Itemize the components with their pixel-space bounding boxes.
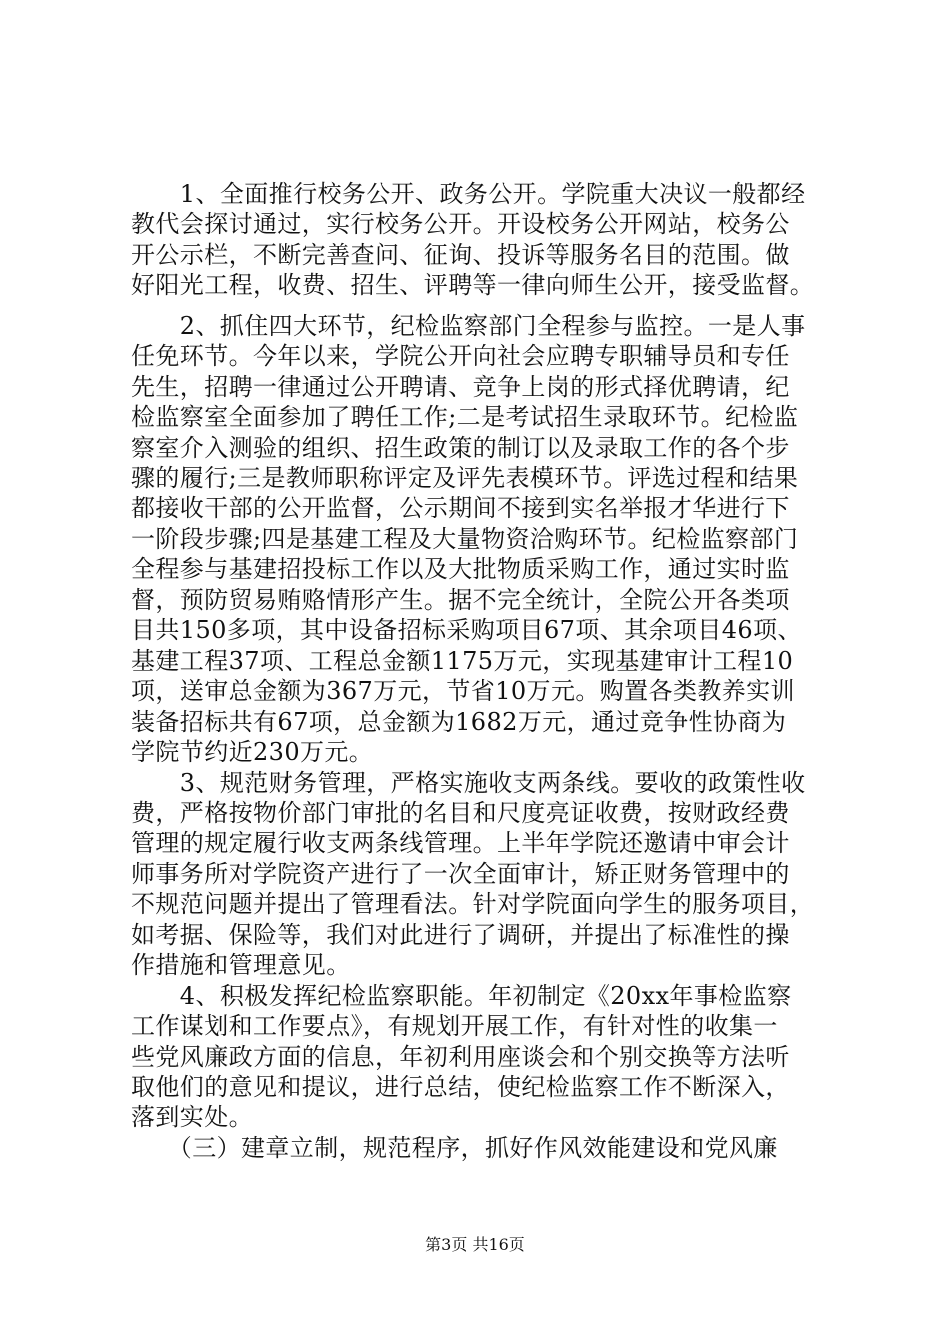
text-line: 费，严格按物价部门审批的名目和尺度亮证收费，按财政经费: [131, 799, 790, 827]
text-line: 开公示栏，不断完善查问、征询、投诉等服务名目的范围。做: [131, 241, 790, 269]
text-line: 先生，招聘一律通过公开聘请、竞争上岗的形式择优聘请，纪: [131, 373, 790, 401]
text-line: 任免环节。今年以来，学院公开向社会应聘专职辅导员和专任: [131, 342, 790, 370]
text-line: 都接收干部的公开监督，公示期间不接到实名举报才华进行下: [131, 494, 790, 522]
text-line: 项，送审总金额为367万元，节省10万元。购置各类教养实训: [131, 677, 795, 705]
text-line: 管理的规定履行收支两条线管理。上半年学院还邀请中审会计: [131, 829, 790, 857]
text-line: 落到实处。: [131, 1103, 253, 1131]
text-line: 基建工程37项、工程总金额1175万元，实现基建审计工程10: [131, 647, 794, 675]
text-line: 教代会探讨通过，实行校务公开。开设校务公开网站，校务公: [131, 210, 790, 238]
text-line: 检监察室全面参加了聘任工作;二是考试招生录取环节。纪检监: [131, 403, 799, 431]
text-line: 一阶段步骤;四是基建工程及大量物资洽购环节。纪检监察部门: [131, 525, 799, 553]
text-line: 工作谋划和工作要点》，有规划开展工作，有针对性的收集一: [131, 1012, 778, 1040]
text-line: 如考据、保险等，我们对此进行了调研，并提出了标准性的操: [131, 921, 790, 949]
text-line: 督，预防贸易贿赂情形产生。据不完全统计，全院公开各类项: [131, 586, 790, 614]
text-line: 目共150多项，其中设备招标采购项目67项、其余项目46项、: [131, 616, 802, 644]
text-line: 察室介入测验的组织、招生政策的制订以及录取工作的各个步: [131, 434, 790, 462]
text-line: 学院节约近230万元。: [131, 738, 374, 766]
text-line: （三）建章立制，规范程序，抓好作风效能建设和党风廉: [131, 1134, 778, 1162]
text-line: 师事务所对学院资产进行了一次全面审计，矫正财务管理中的: [131, 860, 790, 888]
text-line: 好阳光工程，收费、招生、评聘等一律向师生公开，接受监督。: [131, 271, 815, 299]
text-line: 全程参与基建招投标工作以及大批物质采购工作，通过实时监: [131, 555, 790, 583]
text-line: 1、全面推行校务公开、政务公开。学院重大决议一般都经: [131, 180, 806, 208]
text-line: 装备招标共有67项，总金额为1682万元，通过竞争性协商为: [131, 708, 787, 736]
text-line: 取他们的意见和提议，进行总结，使纪检监察工作不断深入，: [131, 1073, 790, 1101]
text-line: 作措施和管理意见。: [131, 951, 351, 979]
text-line: 2、抓住四大环节，纪检监察部门全程参与监控。一是人事: [131, 312, 806, 340]
text-line: 3、规范财务管理，严格实施收支两条线。要收的政策性收: [131, 769, 806, 797]
text-line: 骤的履行;三是教师职称评定及评先表模环节。评选过程和结果: [131, 464, 799, 492]
text-line: 些党风廉政方面的信息，年初利用座谈会和个别交换等方法听: [131, 1043, 790, 1071]
text-line: 不规范问题并提出了管理看法。针对学院面向学生的服务项目，: [131, 890, 815, 918]
page-number-footer: 第3页 共16页: [425, 1235, 525, 1254]
text-line: 4、积极发挥纪检监察职能。年初制定《20xx年事检监察: [131, 982, 792, 1010]
